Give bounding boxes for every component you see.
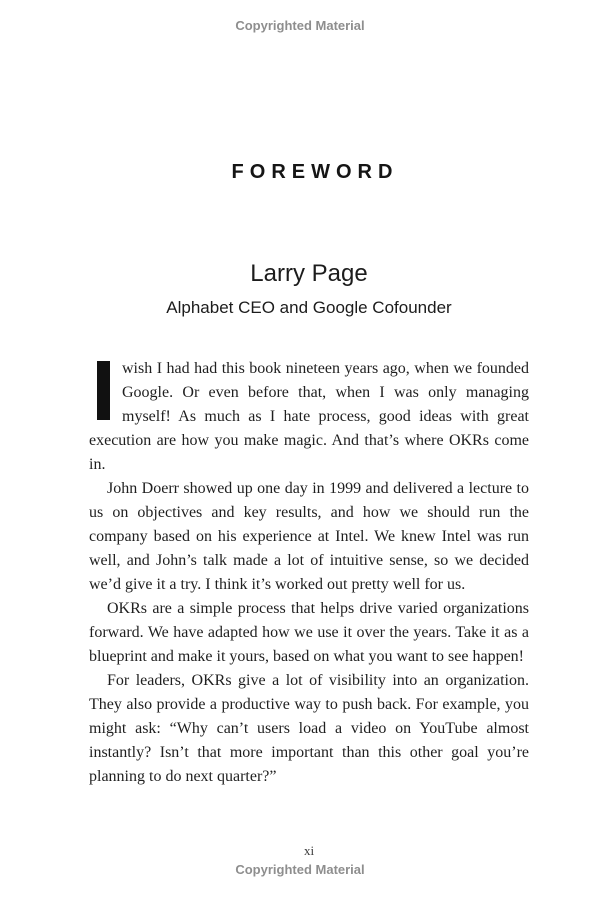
paragraph-1: wish I had had this book nineteen years ago, when we founded Google. Or even before that, when I was only managing myself! As much as I hate process, good ideas with great execution are how you make magic. And that’s where OKRs come in. bbox=[89, 360, 529, 473]
paragraph-2: John Doerr showed up one day in 1999 and delivered a lecture to us on objectives and key results, and how we should run the company based on his experience at Intel. We knew Intel was run well, and John’s talk made a lot of intuitive sense, so we decided we’d give it a try. I think it’s worked out pretty well for us. bbox=[89, 480, 529, 593]
paragraph-4: For leaders, OKRs give a lot of visibility into an organization. They also provide a productive way to push back. For example, you might ask: “Why can’t users load a video on YouTube almost instantly? Isn’t that more important than this other goal you’re planning to do next quarter?” bbox=[89, 672, 529, 785]
page-number: xi bbox=[303, 843, 315, 858]
chapter-title: FOREWORD bbox=[231, 161, 399, 183]
author-name: Larry Page bbox=[250, 260, 368, 287]
copyright-notice-top: Copyrighted Material bbox=[235, 18, 365, 33]
drop-cap-letter bbox=[97, 361, 110, 420]
body-text bbox=[89, 357, 529, 789]
copyright-notice-bottom: Copyrighted Material bbox=[235, 862, 365, 877]
author-role: Alphabet CEO and Google Cofounder bbox=[166, 298, 452, 317]
paragraph-3: OKRs are a simple process that helps drive varied organizations forward. We have adapted how we use it over the years. Take it as a blueprint and make it yours, based on what you want to see happen! bbox=[89, 600, 529, 665]
